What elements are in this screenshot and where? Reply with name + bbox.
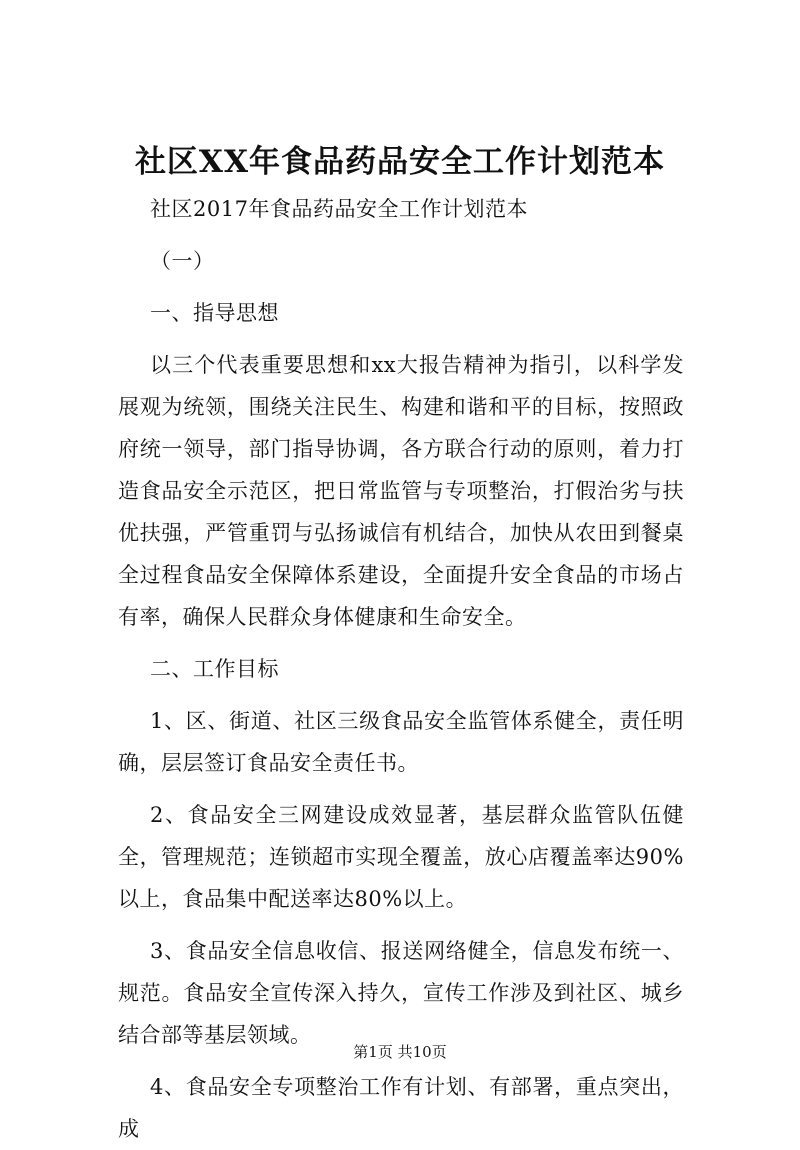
goal-item-2: 2、食品安全三网建设成效显著，基层群众监管队伍健全，管理规范；连锁超市实现全覆盖，放心店覆盖率达90%以上，食品集中配送率达80%以上。 — [118, 803, 684, 911]
goal-item-3: 3、食品安全信息收信、报送网络健全，信息发布统一、规范。食品安全宣传深入持久，宣传工作涉及到社区、城乡结合部等基层领域。 — [118, 939, 684, 1047]
page-indicator: 第1页 共10页 — [353, 1043, 447, 1061]
subtitle-paragraph: 社区2017年食品药品安全工作计划范本 — [150, 197, 528, 221]
body-paragraph-guiding-ideology: 以三个代表重要思想和xx大报告精神为指引，以科学发展观为统领，围绕关注民生、构建和谐和平的目标，按照政府统一领导，部门指导协调，各方联合行动的原则，着力打造食品安全示范区，把日常监管与专项整治，打假治劣与扶优扶强，严管重罚与弘扬诚信有机结合，加快从农田到餐桌全过程食品安全保障体系建设，全面提升安全食品的市场占有率，确保人民群众身体健康和生命安全。 — [118, 353, 684, 629]
document-title: 社区XX年食品药品安全工作计划范本 — [134, 144, 666, 180]
heading-guiding-ideology: 一、指导思想 — [150, 301, 279, 325]
goal-item-1: 1、区、街道、社区三级食品安全监管体系健全，责任明确，层层签订食品安全责任书。 — [118, 709, 684, 775]
heading-work-goals: 二、工作目标 — [150, 657, 279, 681]
document-body — [118, 188, 684, 1150]
goal-item-4: 4、食品安全专项整治工作有计划、有部署，重点突出，成 — [118, 1075, 684, 1141]
section-number-paragraph: （一） — [150, 249, 215, 273]
